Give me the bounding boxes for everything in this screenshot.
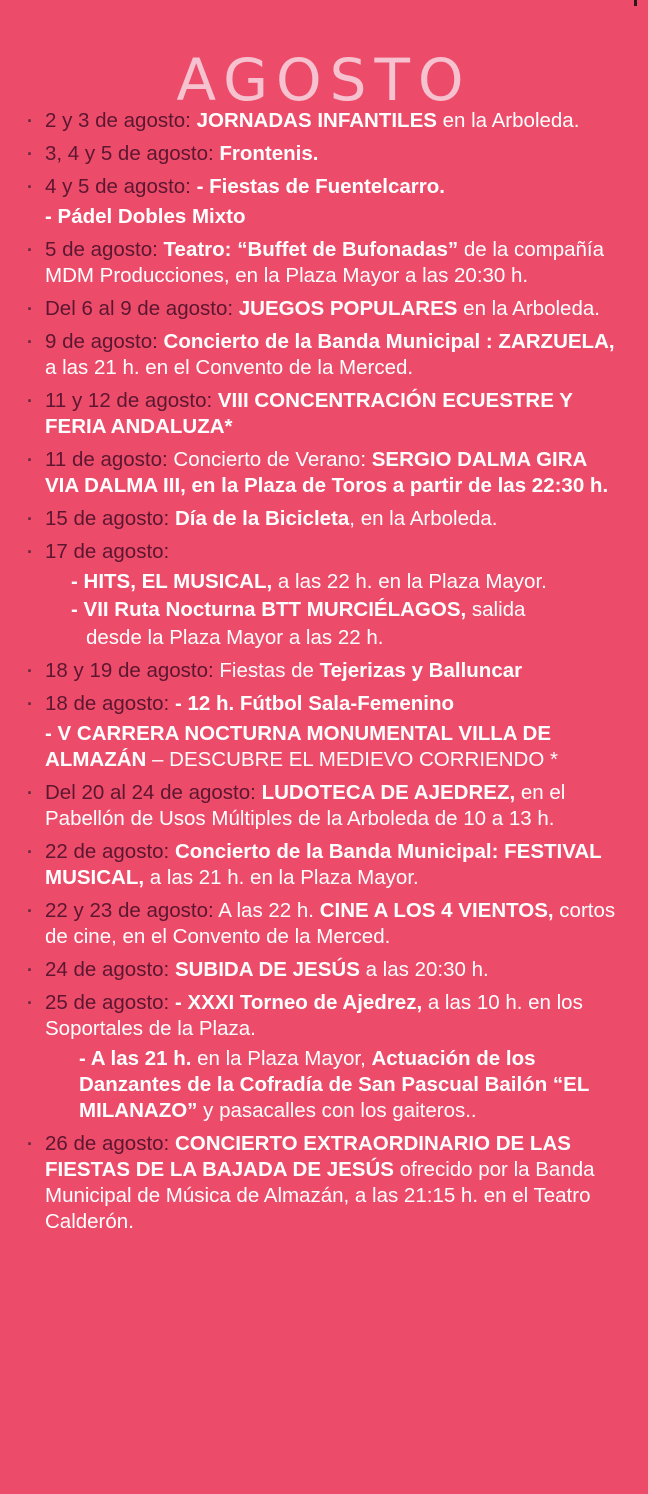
event-date: 22 de agosto: — [45, 840, 170, 863]
event-date: 22 y 23 de agosto: — [45, 899, 214, 922]
event-title: Frontenis. — [219, 142, 319, 165]
sub-event-title: - V CARRERA NOCTURNA MONUMENTAL VILLA DE ALMAZÁN — [45, 722, 552, 771]
event-item — [24, 839, 624, 891]
bullet-icon: · — [27, 391, 33, 411]
bullet-icon: · — [27, 842, 33, 862]
bullet-icon: · — [27, 993, 33, 1013]
event-item — [24, 1046, 624, 1124]
event-item — [24, 721, 624, 773]
sub-event-details: en la Plaza Mayor, — [191, 1047, 372, 1070]
event-title: Concierto de la Banda Municipal : ZARZUELA, — [163, 330, 615, 353]
event-date: Del 6 al 9 de agosto: — [45, 297, 234, 320]
event-item — [24, 625, 624, 651]
event-date: 18 de agosto: — [45, 692, 170, 715]
event-item — [24, 329, 624, 381]
bullet-icon: · — [27, 542, 33, 562]
event-title: CINE A LOS 4 VIENTOS, — [319, 899, 554, 922]
event-date: 9 de agosto: — [45, 330, 158, 353]
bullet-icon: · — [27, 901, 33, 921]
event-item — [24, 957, 624, 983]
bullet-icon: · — [27, 111, 33, 131]
event-title: Día de la Bicicleta — [174, 507, 350, 530]
event-text: Concierto de Verano: — [167, 448, 372, 471]
event-title: SUBIDA DE JESÚS — [174, 958, 360, 981]
bullet-icon: · — [27, 450, 33, 470]
event-text: Fiestas de — [213, 659, 320, 682]
event-item — [24, 296, 624, 322]
event-date: 2 y 3 de agosto: — [45, 109, 191, 132]
bullet-icon: · — [27, 332, 33, 352]
event-item — [24, 691, 624, 717]
sub-event-details: desde la Plaza Mayor a las 22 h. — [86, 626, 384, 649]
bullet-icon: · — [27, 299, 33, 319]
event-date: 5 de agosto: — [45, 238, 158, 261]
event-item — [24, 447, 624, 499]
bullet-icon: · — [27, 1134, 33, 1154]
event-item — [24, 141, 624, 167]
event-date: 3, 4 y 5 de agosto: — [45, 142, 214, 165]
bullet-icon: · — [27, 661, 33, 681]
bullet-icon: · — [27, 694, 33, 714]
bullet-icon: · — [27, 509, 33, 529]
event-title: SERGIO DALMA GIRA VIA DALMA III, en la Plaza de Toros a partir de las 22:30 h. — [45, 448, 609, 497]
event-title: JUEGOS POPULARES — [238, 297, 458, 320]
event-title: JORNADAS INFANTILES — [196, 109, 437, 132]
page-title: AGOSTO — [176, 46, 472, 114]
bullet-icon: · — [27, 144, 33, 164]
event-details: en la Arboleda. — [457, 297, 600, 320]
event-text: A las 22 h. — [213, 899, 320, 922]
event-date: 11 y 12 de agosto: — [45, 389, 213, 412]
corner-mark — [634, 0, 637, 6]
event-date: 25 de agosto: — [45, 991, 170, 1014]
event-item — [24, 539, 624, 565]
bullet-icon: · — [27, 783, 33, 803]
event-item — [24, 569, 624, 595]
sub-event-title: Actuación de los Danzantes de la Cofradía de San Pascual Bailón “EL MILANAZO” — [79, 1047, 589, 1122]
sub-event-details: salida — [466, 598, 526, 621]
event-item — [24, 898, 624, 950]
event-details: en el Pabellón de Usos Múltiples de la Arboleda de 10 a 13 h. — [45, 781, 566, 830]
sub-event-details: – DESCUBRE EL MEDIEVO CORRIENDO * — [146, 748, 558, 771]
event-date: 17 de agosto: — [45, 540, 170, 563]
event-title: CONCIERTO EXTRAORDINARIO DE LAS FIESTAS DE LA BAJADA DE JESÚS — [45, 1132, 571, 1181]
event-title: - Fiestas de Fuentelcarro. — [196, 175, 445, 198]
event-item — [24, 597, 624, 623]
event-item — [24, 174, 624, 200]
sub-event-details: y pasacalles con los gaiteros.. — [197, 1099, 477, 1122]
event-item — [24, 506, 624, 532]
bullet-icon: · — [27, 960, 33, 980]
event-details: ofrecido por la Banda Municipal de Música de Almazán, a las 21:15 h. en el Teatro Calderón. — [45, 1158, 595, 1233]
event-item — [24, 108, 624, 134]
event-date: 15 de agosto: — [45, 507, 170, 530]
event-details: en la Arboleda. — [436, 109, 580, 132]
event-date: 11 de agosto: — [45, 448, 168, 471]
event-details: de la compañía MDM Producciones, en la Plaza Mayor a las 20:30 h. — [45, 238, 605, 287]
event-date: 18 y 19 de agosto: — [45, 659, 214, 682]
event-title: LUDOTECA DE AJEDREZ, — [261, 781, 516, 804]
bullet-icon: · — [27, 177, 33, 197]
event-item — [24, 990, 624, 1042]
event-item — [24, 388, 624, 440]
event-item — [24, 780, 624, 832]
event-title: VIII CONCENTRACIÓN ECUESTRE Y FERIA ANDALUZA* — [45, 389, 573, 438]
event-details: a las 10 h. en los Soportales de la Plaza. — [45, 991, 583, 1040]
sub-event-title: - Pádel Dobles Mixto — [45, 205, 246, 228]
bullet-icon: · — [27, 240, 33, 260]
sub-event-title: - A las 21 h. — [79, 1047, 192, 1070]
event-list — [24, 108, 624, 1242]
event-title: Teatro: “Buffet de Bufonadas” — [163, 238, 459, 261]
sub-event-title: - HITS, EL MUSICAL, — [71, 570, 273, 593]
event-title: Tejerizas y Balluncar — [319, 659, 523, 682]
sub-event-details: a las 22 h. en la Plaza Mayor. — [272, 570, 547, 593]
event-date: 24 de agosto: — [45, 958, 170, 981]
event-details: cortos de cine, en el Convento de la Merced. — [45, 899, 616, 948]
event-details: , en la Arboleda. — [349, 507, 498, 530]
sub-event-title: - VII Ruta Nocturna BTT MURCIÉLAGOS, — [71, 598, 467, 621]
event-item — [24, 204, 624, 230]
event-date: 4 y 5 de agosto: — [45, 175, 191, 198]
event-details: a las 21 h. en el Convento de la Merced. — [45, 356, 414, 379]
event-title: - 12 h. Fútbol Sala-Femenino — [174, 692, 455, 715]
event-item — [24, 237, 624, 289]
event-date: 26 de agosto: — [45, 1132, 170, 1155]
event-title: Concierto de la Banda Municipal: FESTIVAL MUSICAL, — [45, 840, 602, 889]
event-item — [24, 1131, 624, 1235]
event-date: Del 20 al 24 de agosto: — [45, 781, 256, 804]
event-details: a las 20:30 h. — [359, 958, 489, 981]
event-title: - XXXI Torneo de Ajedrez, — [174, 991, 423, 1014]
event-details: a las 21 h. en la Plaza Mayor. — [144, 866, 419, 889]
event-item — [24, 658, 624, 684]
